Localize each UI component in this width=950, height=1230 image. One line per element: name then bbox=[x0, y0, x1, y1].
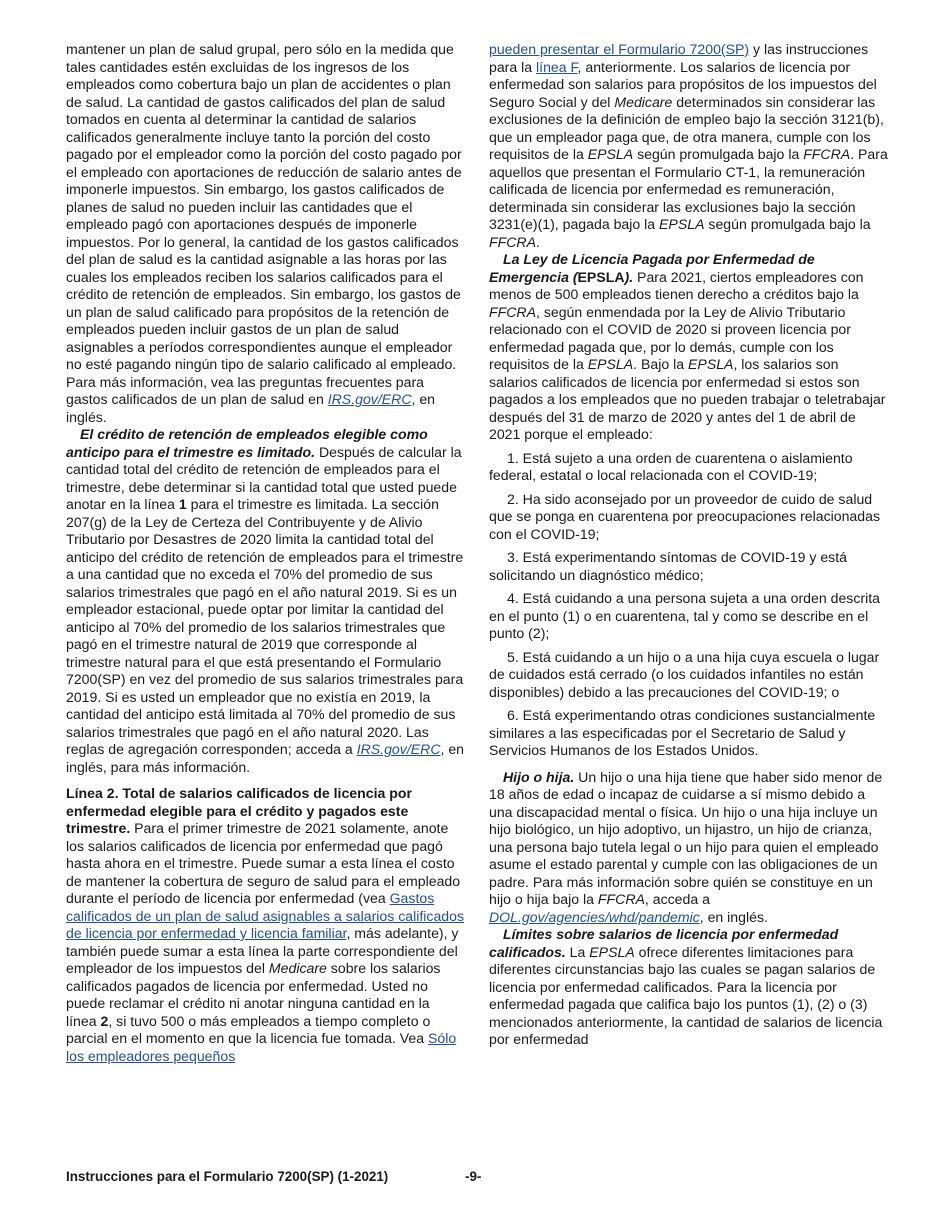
list-item: 6. Está experimentando otras condiciones sustancialmente similares a las especificadas por el Secretario de Salud y Servicios Humanos de los Estados Unidos. bbox=[489, 707, 876, 758]
health-plan-expenses-link[interactable]: Gastos calificados de un plan de salud asignables a salarios calificados de licencia por enfermedad y licencia familiar bbox=[66, 890, 465, 941]
list-item: 2. Ha sido aconsejado por un proveedor de cuido de salud que se ponga en cuarentena por preocupaciones relacionadas con el COVID-19; bbox=[489, 490, 880, 542]
paragraph-text: mantener un plan de salud grupal, pero sólo en la medida que tales cantidades estén excluidas de los ingresos de los empleados como cobertura bajo un plan de accidentes o plan de salud. La cantidad de gastos calificados del plan de salud tomados en cuenta al determinar la cantidad de salarios calificados generalmente incluye tanto la porción del costo pagado por el empleador como la porción del costo pagado por el empleado con aportaciones de reducción de salario antes de imponerle impuestos. Sin embargo, los gastos calificados de planes de salud no pueden incluir las cantidades que el empleado pagó con aportaciones después de imponerle impuestos. Por lo general, la cantidad de los gastos calificados del plan de salud es la cantidad asignable a las horas por las cuales los empleados reciben los salarios calificados para el crédito de retención de empleados. Sin embargo, los gastos de un plan de salud calificado para propósitos de la retención de empleados pueden incluir gastos de un plan de salud asignables a períodos correspondientes aunque el empleador no esté pagando ningún tipo de salario calificado al empleado. Para más información, vea las preguntas frecuentes para gastos calificados de un plan de salud en bbox=[66, 41, 462, 407]
limits-heading: Límites sobre salarios de licencia por enfermedad calificados. bbox=[489, 926, 839, 960]
right-column bbox=[489, 41, 889, 1049]
page-number: -9- bbox=[465, 1169, 482, 1184]
advance-limit-paragraph: El crédito de retención de empleados elegible como anticipo para el trimestre es limitado. Después de calcular la cantidad total del crédito de retención de empleados para el trimestre, debe determinar si la cantidad total que usted puede anotar en la línea 1 para el trimestre es limitada. La sección 207(g) de la Ley de Certeza del Contribuyente y de Alivio Tributario por Desastres de 2020 limita la cantidad total del anticipo del crédito de retención de empleados para el trimestre a una cantidad que no exceda el 70% del promedio de sus salarios trimestrales que pagó en el año natural 2019. Si es un empleador estacional, puede optar por limitar la cantidad del anticipo al 70% del promedio de los salarios trimestrales que pagó en el trimestre natural de 2019 que corresponde al trimestre natural para el que está presentando el Formulario 7200(SP) en vez del promedio de sus salarios trimestrales para 2019. Si es usted un empleador que no existía en 2019, la cantidad del anticipo está limitada al 70% del promedio de sus salarios trimestrales que pagó en el año natural 2020. Las reglas de agregación corresponden; acceda a IRS.gov/ERC, en inglés, para más información. bbox=[66, 426, 465, 775]
limits-paragraph: Límites sobre salarios de licencia por enfermedad calificados. La EPSLA ofrece diferentes limitaciones para diferentes circunstancias bajo las cuales se pagan salarios de licencia por enfermedad calificados. Para la licencia por enfermedad pagada que califica bajo los puntos (1), (2) o (3) mencionados anteriormente, la cantidad de salarios de licencia por enfermedad bbox=[489, 926, 883, 1047]
sick-leave-wages-paragraph: pueden presentar el Formulario 7200(SP) y las instrucciones para la línea F, anteriormente. Los salarios de licencia por enfermedad son salarios para propósitos de los impuestos del Seguro Social y del Medicare determinados sin considerar las exclusiones de la definición de empleo bajo la sección 3121(b), que un empleador paga que, de otra manera, cumple con los requisitos de la EPSLA según promulgada bajo la FFCRA. Para aquellos que presentan el Formulario CT-1, la remuneración calificada de licencia por enfermedad es remuneración, determinada sin considerar las exclusiones bajo la sección 3231(e)(1), pagada bajo la EPSLA según promulgada bajo la FFCRA. bbox=[489, 41, 888, 250]
child-paragraph: Hijo o hija. Un hijo o una hija tiene que haber sido menor de 18 años de edad o incapaz de cuidarse a sí mismo debido a una discapacidad mental o física. Un hijo o una hija incluye un hijo biológico, un hijo adoptivo, un hijastro, un hijo de crianza, una persona bajo tutela legal o un hijo para quien el empleado asume el estado parental y cumple con las obligaciones de un padre. Para más información sobre quién se constituye en un hijo o hija bajo la FFCRA, acceda a DOL.gov/agencies/whd/pandemic, en inglés. bbox=[489, 768, 883, 925]
list-item: 1. Está sujeto a una orden de cuarentena o aislamiento federal, estatal o local relacionada con el COVID-19; bbox=[489, 449, 853, 483]
line-2-heading: Línea 2. Total de salarios calificados de licencia por enfermedad elegible para el crédito y pagados este trimestre. bbox=[66, 785, 412, 836]
epsla-paragraph: La Ley de Licencia Pagada por Enfermedad de Emergencia (EPSLA). Para 2021, ciertos empleadores con menos de 500 empleados tienen derecho a créditos bajo la FFCRA, según enmendada por la Ley de Alivio Tributario relacionado con el COVID de 2020 si proveen licencia por enfermedad pagada que, por lo demás, cumple con los requisitos de la EPSLA. Bajo la EPSLA, los salarios son salarios calificados de licencia por enfermedad si estos son pagados a los empleados que no pueden trabajar o teletrabajar después del 31 de marzo de 2020 y antes del 1 de abril de 2021 porque el empleado: bbox=[489, 251, 886, 442]
form-7200-link[interactable]: pueden presentar el Formulario 7200(SP) bbox=[489, 41, 750, 57]
dol-pandemic-link[interactable]: DOL.gov/agencies/whd/pandemic bbox=[489, 908, 700, 925]
health-plan-paragraph bbox=[66, 41, 464, 426]
paragraph-text: , en inglés. bbox=[66, 391, 436, 425]
line-f-link[interactable]: línea F bbox=[536, 58, 578, 75]
irs-erc-link[interactable]: IRS.gov/ERC bbox=[356, 741, 441, 757]
left-column bbox=[66, 41, 464, 1065]
section-heading: El crédito de retención de empleados elegible como anticipo para el trimestre es limitado. bbox=[66, 426, 428, 460]
child-heading: Hijo o hija. bbox=[503, 768, 575, 785]
list-item: 4. Está cuidando a una persona sujeta a una orden descrita en el punto (1) o en cuarentena, tal y como se describe en el punto (2); bbox=[489, 590, 880, 641]
irs-erc-link[interactable]: IRS.gov/ERC bbox=[327, 391, 412, 407]
page-footer bbox=[66, 1168, 486, 1185]
footer-title: Instrucciones para el Formulario 7200(SP) (1-2021) bbox=[66, 1169, 389, 1184]
list-item: 3. Está experimentando síntomas de COVID-19 y está solicitando un diagnóstico médico; bbox=[489, 549, 847, 583]
line-2-paragraph: Línea 2. Total de salarios calificados de licencia por enfermedad elegible para el crédito y pagados este trimestre. Para el primer trimestre de 2021 solamente, anote los salarios calificados de licencia por enfermedad que pagó hasta ahora en el trimestre. Puede sumar a esta línea el costo de mantener la cobertura de seguro de salud para el empleado durante el período de licencia por enfermedad (vea Gastos calificados de un plan de salud asignables a salarios calificados de licencia por enfermedad y licencia familiar, más adelante), y también puede sumar a esta línea la parte correspondiente del empleador de los impuestos del Medicare sobre los salarios calificados pagados de licencia por enfermedad. Usted no puede reclamar el crédito ni anotar ninguna cantidad en la línea 2, si tuvo 500 o más empleados a tiempo completo o parcial en el momento en que la licencia fue tomada. Vea Sólo los empleadores pequeños bbox=[66, 785, 465, 1064]
small-employers-link[interactable]: Sólo los empleadores pequeños bbox=[66, 1030, 457, 1064]
list-item: 5. Está cuidando a un hijo o a una hija cuya escuela o lugar de cuidados está cerrado (o los cuidados infantiles no están disponibles) debido a las precauciones del COVID-19; o bbox=[489, 648, 880, 700]
epsla-heading: La Ley de Licencia Pagada por Enfermedad de Emergencia (EPSLA). bbox=[489, 251, 815, 285]
